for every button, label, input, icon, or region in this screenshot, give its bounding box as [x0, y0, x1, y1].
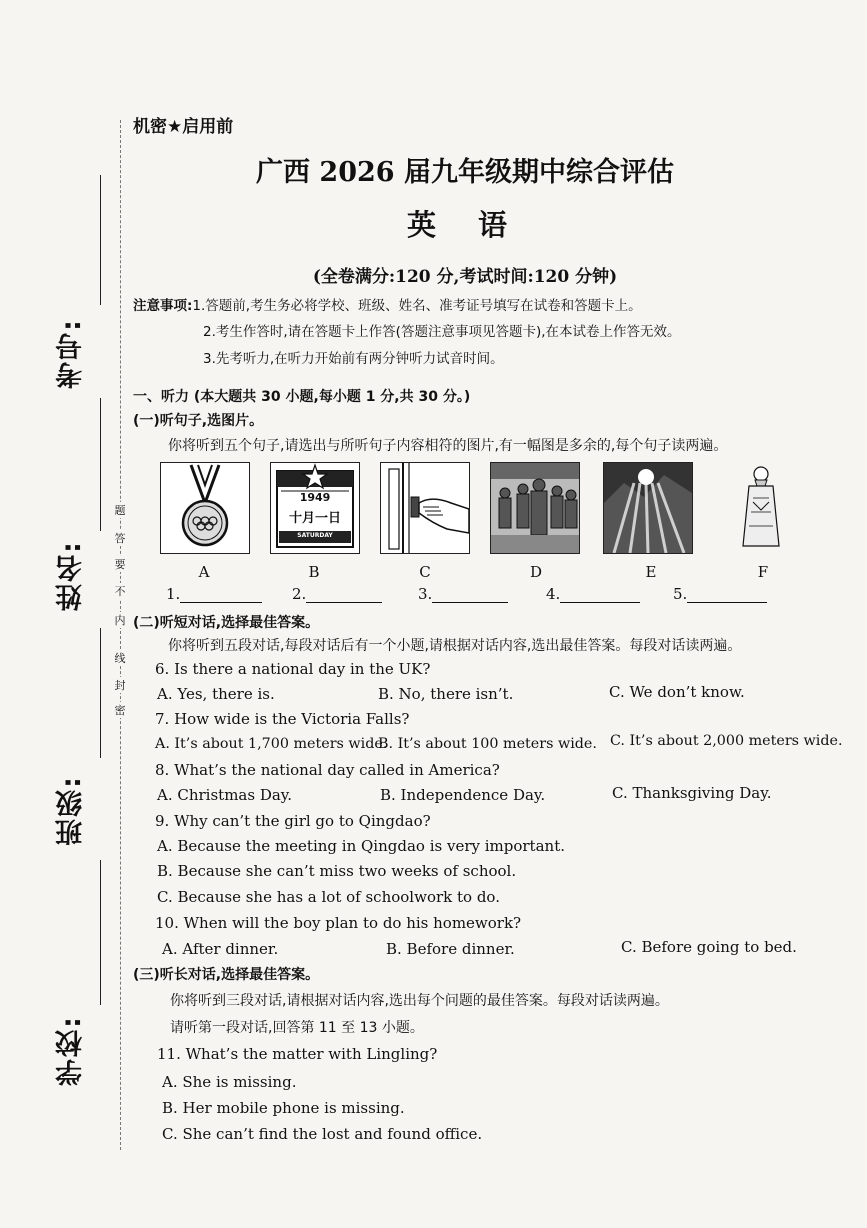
- class-label: 班级:: [56, 775, 87, 846]
- answer-blank-5[interactable]: [673, 585, 767, 603]
- option[interactable]: B. Independence Day.: [380, 786, 546, 804]
- blank-number: 1.: [166, 585, 181, 603]
- option[interactable]: B. Before dinner.: [386, 940, 515, 958]
- picture-f: [733, 462, 789, 552]
- calendar-date: 十月一日: [288, 511, 341, 526]
- subject-title: 英 语: [406, 208, 524, 242]
- note-item: 3.先考听力,在听力开始前有两分钟听力试音时间。: [203, 351, 504, 367]
- note-item: 1.答题前,考生务必将学校、班级、姓名、准考证号填写在试卷和答题卡上。: [192, 298, 642, 314]
- sec2-instructions: 你将听到五段对话,每段对话后有一个小题,请根据对话内容,选出最佳答案。每段对话读两遍。: [168, 638, 742, 654]
- picture-letter: C: [419, 563, 431, 581]
- option[interactable]: C. Before going to bed.: [621, 938, 797, 956]
- blank-number: 2.: [292, 585, 307, 603]
- seal-char: 封: [114, 679, 126, 692]
- option[interactable]: A. Yes, there is.: [157, 685, 275, 703]
- sec2-heading: (二)听短对话,选择最佳答案。: [133, 615, 320, 631]
- door-knock-icon: [381, 463, 469, 553]
- seal-char: 要: [114, 558, 126, 571]
- option[interactable]: A. Because the meeting in Qingdao is very important.: [157, 837, 565, 855]
- seal-char: 内: [114, 614, 126, 627]
- picture-letter: A: [198, 563, 210, 581]
- option[interactable]: A. She is missing.: [162, 1073, 297, 1091]
- exam-no-label: 考号:: [56, 318, 87, 389]
- option[interactable]: B. No, there isn’t.: [378, 685, 514, 703]
- picture-letter: D: [529, 563, 543, 581]
- option[interactable]: C. Thanksgiving Day.: [612, 784, 772, 802]
- question-7: 7. How wide is the Victoria Falls?: [155, 710, 410, 728]
- picture-e: [603, 462, 693, 554]
- school-line: [100, 860, 101, 1005]
- sec3-heading: (三)听长对话,选择最佳答案。: [133, 967, 320, 983]
- notes-block: [133, 294, 642, 314]
- option[interactable]: C. We don’t know.: [609, 683, 745, 701]
- class-line: [100, 628, 101, 758]
- option[interactable]: C. It’s about 2,000 meters wide.: [610, 733, 843, 749]
- answer-blank-4[interactable]: [546, 585, 640, 603]
- sec1-instructions: 你将听到五个句子,请选出与所听句子内容相符的图片,有一幅图是多余的,每个句子读两遍。: [168, 438, 728, 454]
- calendar-year: 1949: [299, 491, 331, 504]
- answer-blank-3[interactable]: [418, 585, 508, 603]
- seal-char: 题: [114, 504, 126, 517]
- answer-blank-1[interactable]: [166, 585, 262, 603]
- exam-info: (全卷满分:120 分,考试时间:120 分钟): [312, 267, 618, 287]
- question-10: 10. When will the boy plan to do his homework?: [155, 914, 522, 932]
- note-item: 2.考生作答时,请在答题卡上作答(答题注意事项见答题卡),在本试卷上作答无效。: [203, 324, 681, 340]
- option[interactable]: C. Because she has a lot of schoolwork to do.: [157, 888, 500, 906]
- medal-icon: [161, 463, 249, 553]
- picture-c: [380, 462, 470, 554]
- picture-letter: E: [645, 563, 657, 581]
- question-11: 11. What’s the matter with Lingling?: [157, 1045, 438, 1063]
- name-line: [100, 398, 101, 531]
- sec3-instructions: 你将听到三段对话,请根据对话内容,选出每个问题的最佳答案。每段对话读两遍。: [170, 993, 669, 1009]
- answer-blank-2[interactable]: [292, 585, 382, 603]
- seal-char: 答: [114, 532, 126, 545]
- option[interactable]: B. Because she can’t miss two weeks of school.: [157, 862, 517, 880]
- question-6: 6. Is there a national day in the UK?: [155, 660, 431, 678]
- picture-letter: F: [757, 563, 769, 581]
- seal-char: 线: [114, 652, 126, 665]
- option[interactable]: A. It’s about 1,700 meters wide.: [155, 736, 388, 752]
- sec3-sub-instructions: 请听第一段对话,回答第 11 至 13 小题。: [170, 1020, 424, 1036]
- question-8: 8. What’s the national day called in America?: [155, 761, 500, 779]
- name-label: 姓名:: [56, 540, 87, 611]
- seal-char: 不: [114, 585, 126, 598]
- option[interactable]: B. Her mobile phone is missing.: [162, 1099, 405, 1117]
- option[interactable]: A. Christmas Day.: [157, 786, 293, 804]
- picture-b: [270, 462, 360, 554]
- exam-title: 广西 2026 届九年级期中综合评估: [256, 157, 674, 188]
- sunrise-mountain-icon: [604, 463, 692, 553]
- blank-number: 4.: [546, 585, 561, 603]
- confidential-mark: 机密★启用前: [133, 117, 234, 137]
- picture-d: [490, 462, 580, 554]
- blank-number: 5.: [673, 585, 688, 603]
- blank-number: 3.: [418, 585, 433, 603]
- calendar-day: SATURDAY: [297, 532, 333, 539]
- terracotta-warriors-icon: [491, 463, 579, 553]
- seal-char: 密: [114, 704, 126, 717]
- picture-letter: B: [308, 563, 320, 581]
- picture-a: [160, 462, 250, 554]
- part1-heading: 一、听力 (本大题共 30 小题,每小题 1 分,共 30 分。): [133, 389, 471, 405]
- option[interactable]: B. It’s about 100 meters wide.: [378, 736, 597, 752]
- school-label: 学校:: [56, 1015, 87, 1086]
- confucius-icon: [733, 462, 789, 552]
- notes-label: 注意事项:: [133, 298, 193, 314]
- sec1-heading: (一)听句子,选图片。: [133, 413, 264, 429]
- question-9: 9. Why can’t the girl go to Qingdao?: [155, 812, 431, 830]
- option[interactable]: C. She can’t find the lost and found office.: [162, 1125, 483, 1143]
- option[interactable]: A. After dinner.: [162, 940, 279, 958]
